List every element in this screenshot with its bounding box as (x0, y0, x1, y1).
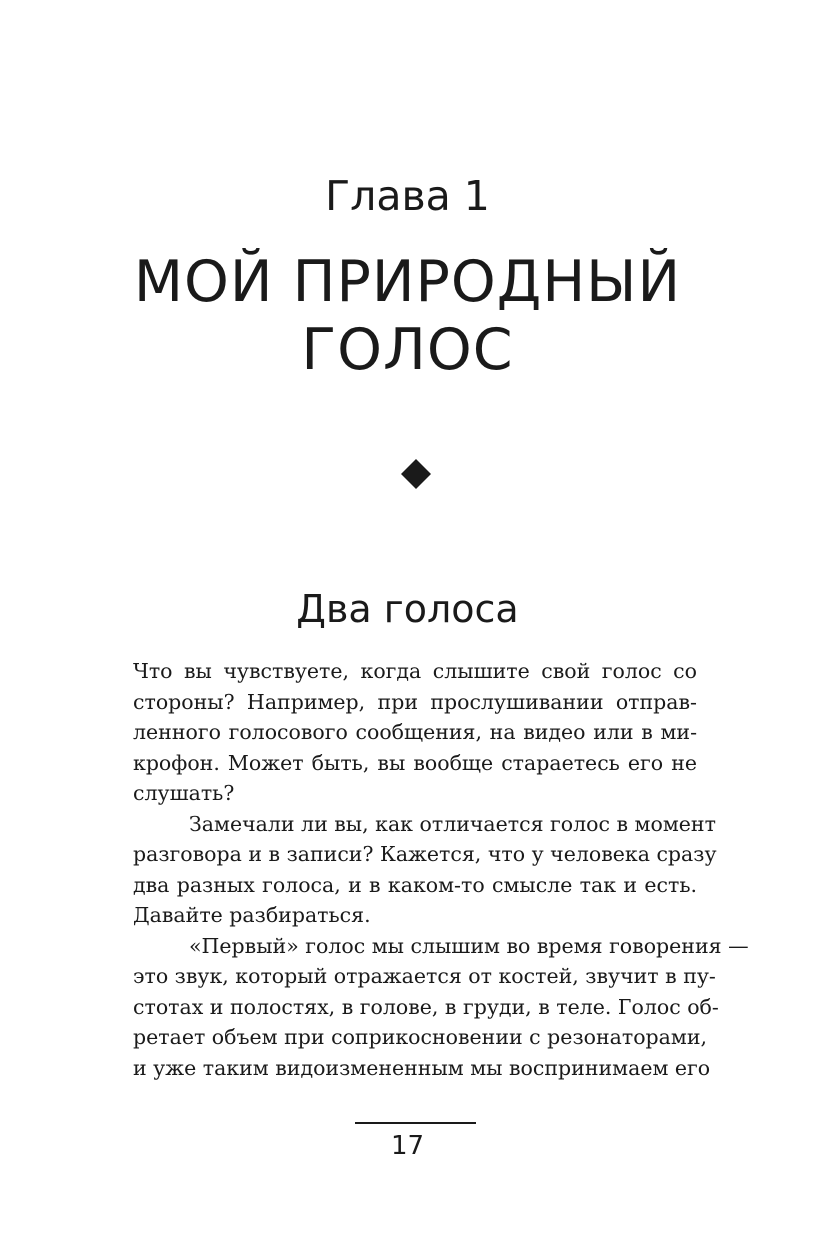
chapter-title (0, 248, 815, 384)
body-line: «Первый» голос мы слышим во время говорения — (189, 933, 749, 958)
footer-rule (355, 1122, 476, 1124)
body-line: стотах и полостях, в голове, в груди, в теле. Голос об- (133, 994, 719, 1019)
body-line: слушать? (133, 781, 235, 805)
chapter-title-line-1: МОЙ ПРИРОДНЫЙ (133, 249, 682, 315)
body-line: разговора и в записи? Кажется, что у человека сразу (133, 842, 717, 866)
body-line: ретает объем при соприкосновении с резонаторами, (133, 1025, 707, 1049)
page-number: 17 (390, 1131, 425, 1161)
body-line: стороны? Например, при прослушивании отправ- (133, 689, 697, 714)
body-line: Замечали ли вы, как отличается голос в момент (189, 811, 716, 836)
body-line: крофон. Может быть, вы вообще стараетесь его не (133, 750, 697, 775)
chapter-label: Глава 1 (325, 172, 490, 220)
body-line: ленного голосового сообщения, на видео или в ми- (133, 720, 697, 744)
body-line: и уже таким видоизмененным мы воспринимаем его (133, 1055, 711, 1080)
body-line: два разных голоса, и в каком-то смысле так и есть. (133, 872, 697, 897)
chapter-title-line-2: ГОЛОС (301, 317, 514, 383)
body-line: это звук, который отражается от костей, звучит в пу- (133, 964, 716, 988)
diamond-icon (401, 459, 431, 489)
body-line: Давайте разбираться. (133, 903, 371, 927)
body-text (133, 656, 749, 1083)
section-title: Два голоса (296, 587, 519, 631)
body-line: Что вы чувствуете, когда слышите свой голос со (133, 659, 697, 683)
